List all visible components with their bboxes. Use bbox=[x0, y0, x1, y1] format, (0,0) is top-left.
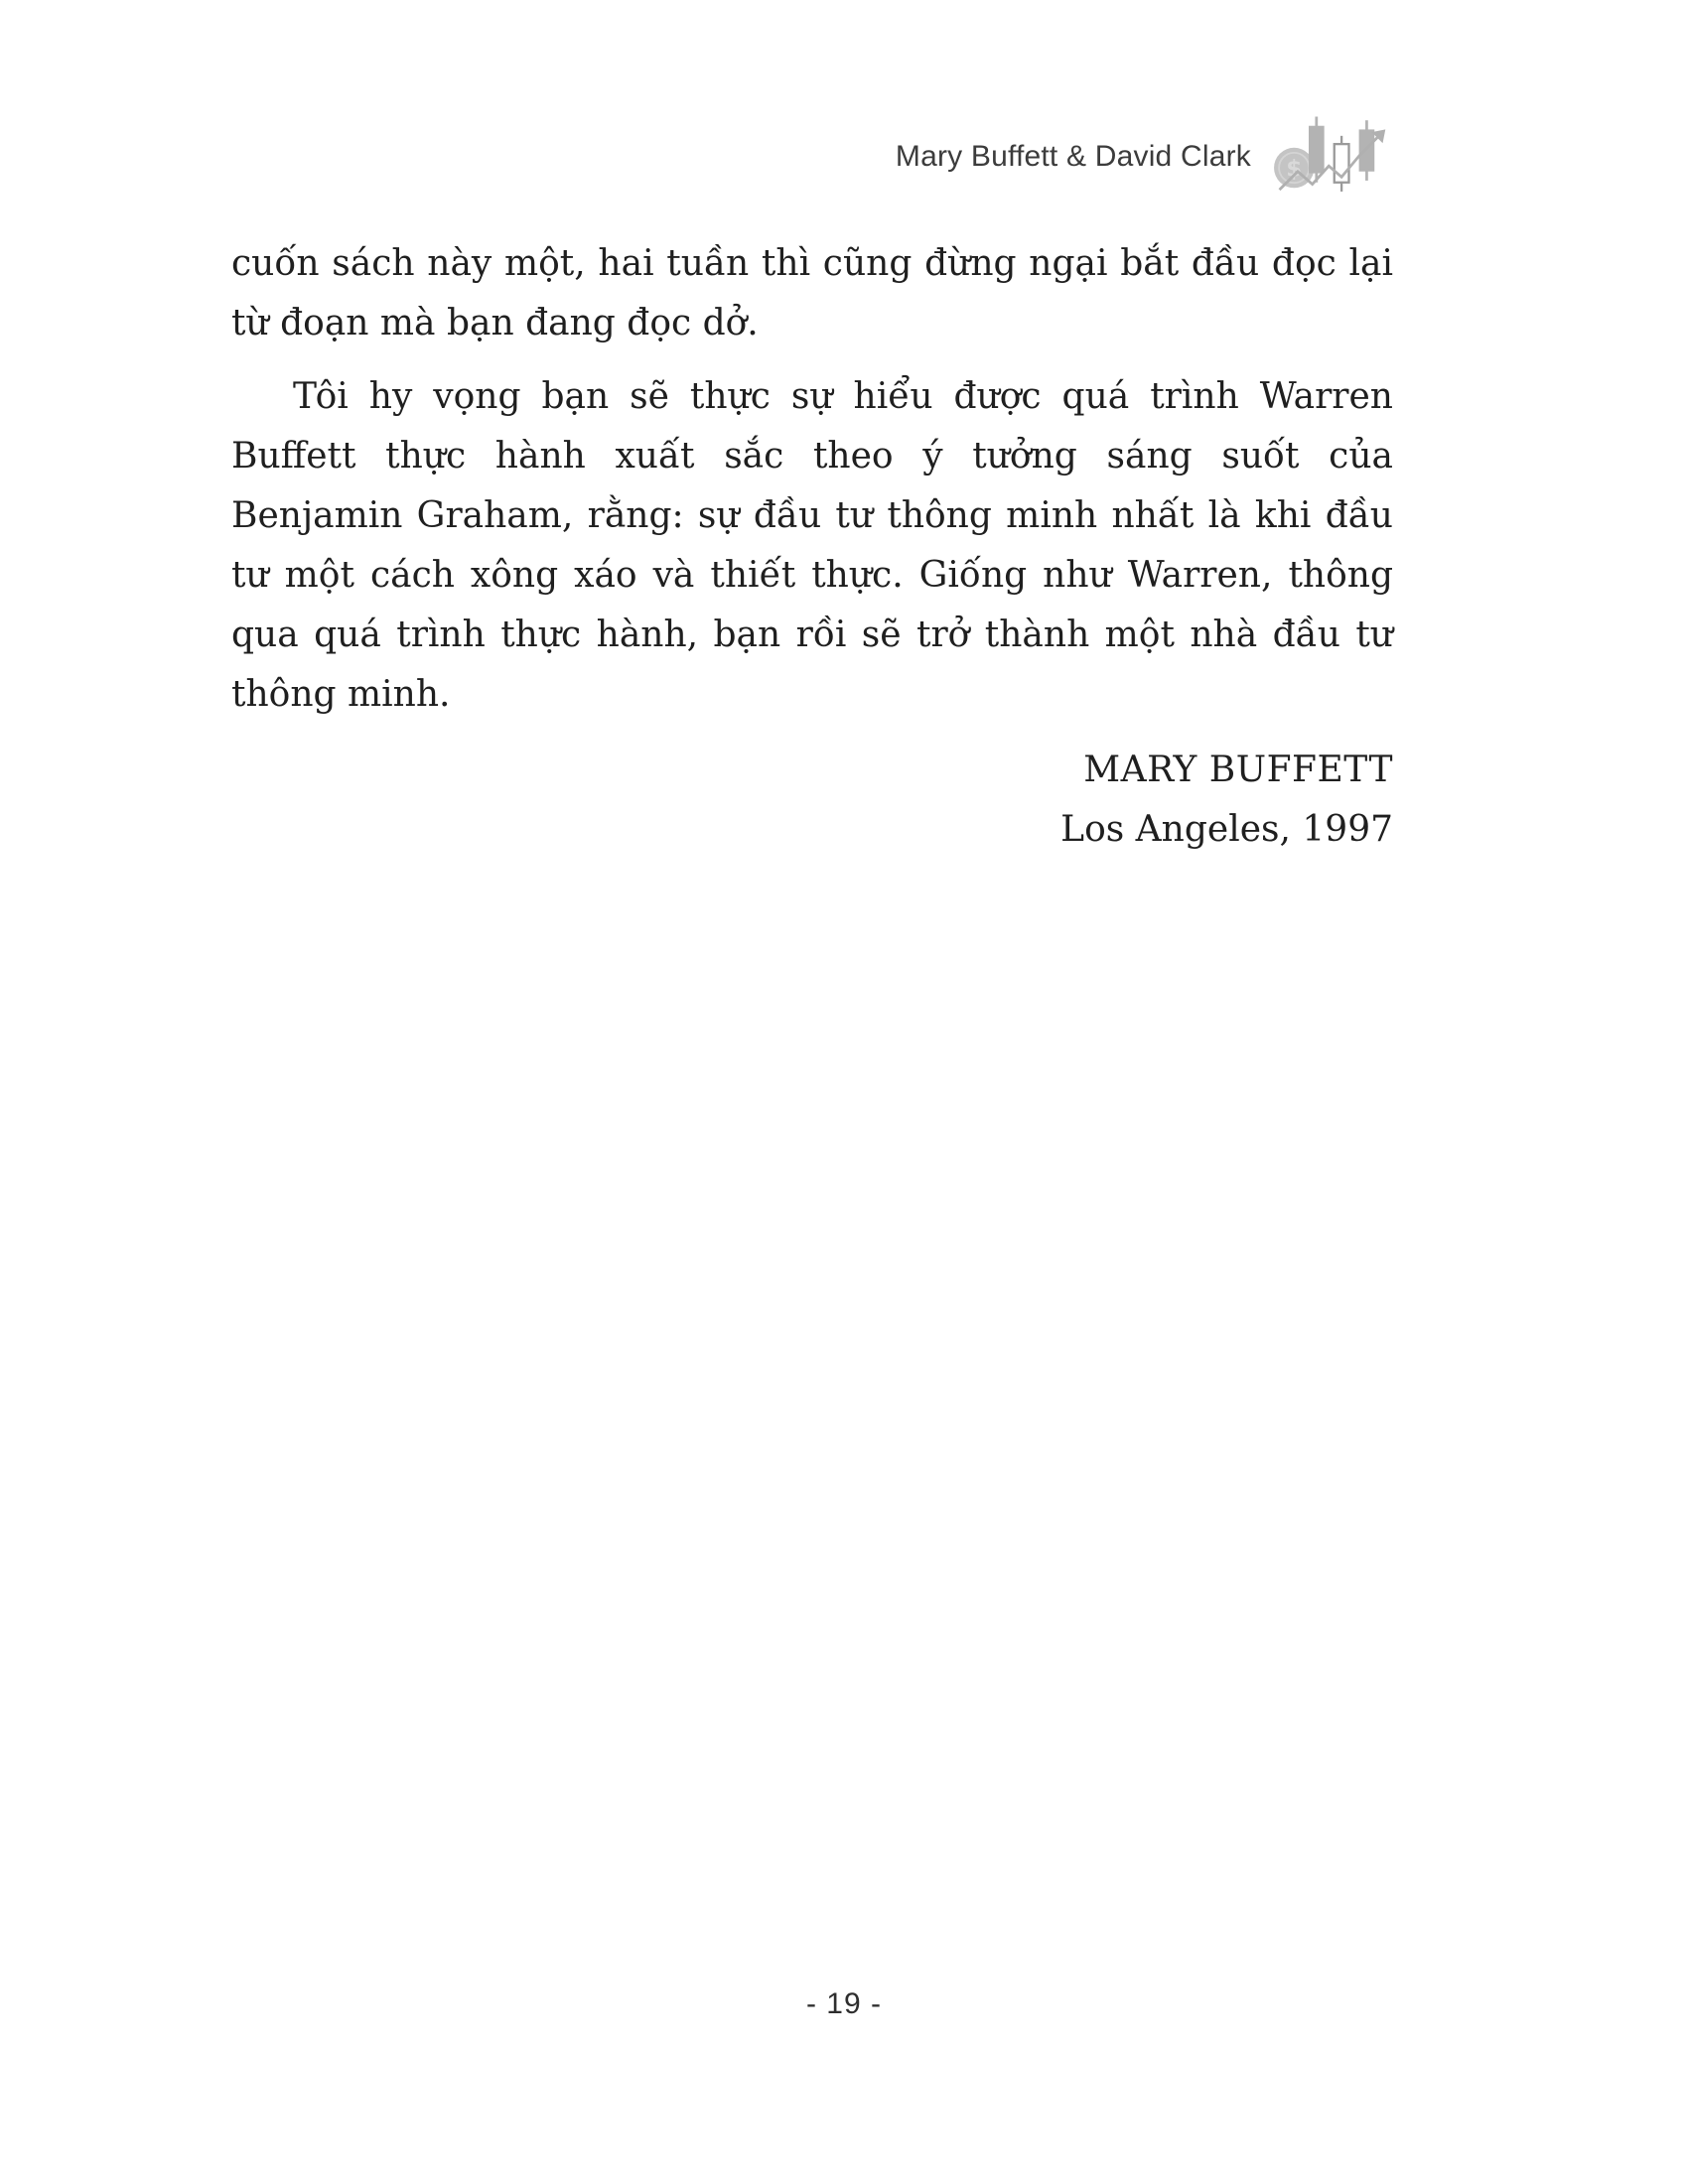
page-number: - 19 - bbox=[805, 1987, 883, 2020]
signature-place-year: Los Angeles, 1997 bbox=[1060, 809, 1393, 850]
page-header bbox=[0, 111, 1392, 203]
signature-author-name: MARY BUFFETT bbox=[1083, 750, 1393, 790]
running-header-authors: Mary Buffett & David Clark bbox=[895, 140, 1251, 173]
body-text bbox=[231, 234, 1393, 860]
signature-block bbox=[231, 741, 1393, 860]
publisher-logo bbox=[1271, 111, 1392, 203]
page-footer bbox=[0, 1987, 1688, 2021]
svg-text:$: $ bbox=[1286, 156, 1303, 183]
candlestick-chart-icon bbox=[1309, 117, 1374, 192]
paragraph: Tôi hy vọng bạn sẽ thực sự hiểu được quá trình Warren Buffett thực hành xuất sắc theo ý tưởng sáng suốt của Benjamin Graham, rằng: sự đầu tư thông minh nhất là khi đầu tư một cách xông xáo và thiết thực. Giống như Warren, thông qua quá trình thực hành, bạn rồi sẽ trở thành một nhà đầu tư thông minh. bbox=[231, 376, 1393, 715]
paragraph: cuốn sách này một, hai tuần thì cũng đừng ngại bắt đầu đọc lại từ đoạn mà bạn đang đọc dở. bbox=[231, 243, 1393, 343]
